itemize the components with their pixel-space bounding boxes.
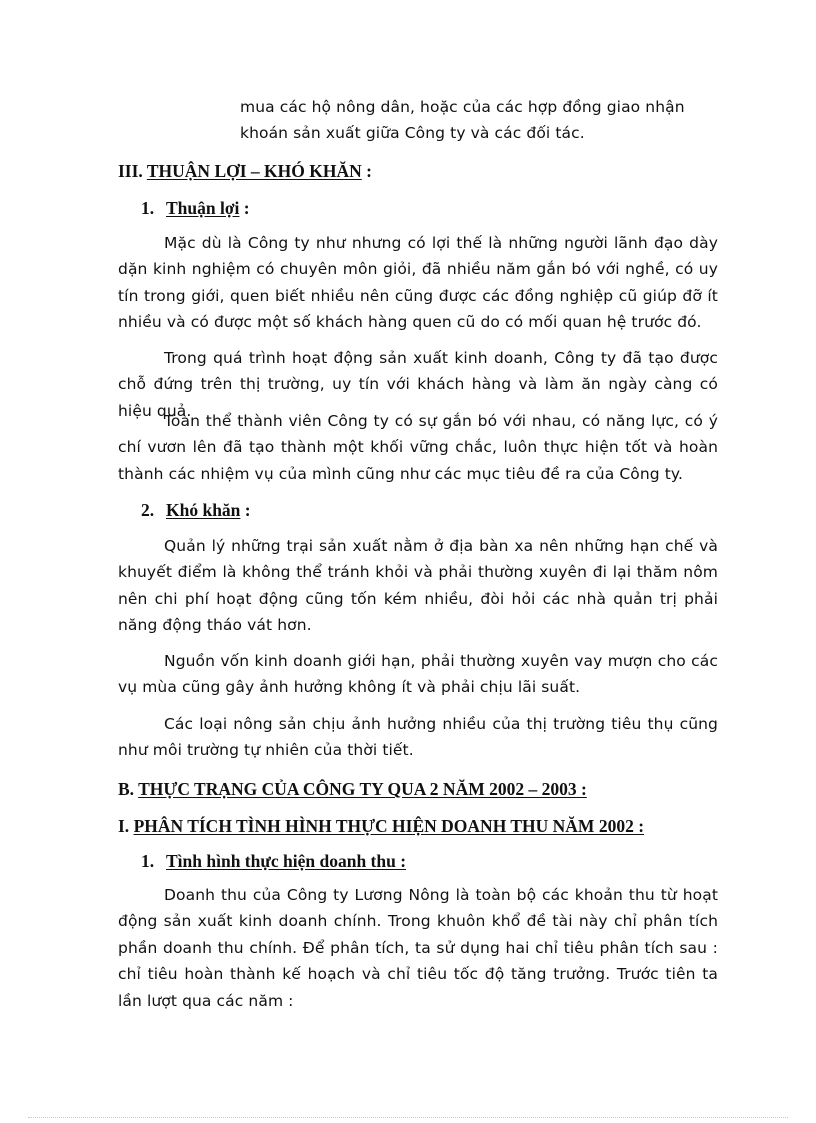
subheading-advantages <box>141 197 250 219</box>
subheading-difficulties-suffix: : <box>240 500 251 520</box>
difficulties-paragraph-3-text: Các loại nông sản chịu ảnh hưởng nhiều của thị trường tiêu thụ cũng như môi trường tự nhiên của thời tiết. <box>118 715 718 760</box>
section-i-title: PHÂN TÍCH TÌNH HÌNH THỰC HIỆN DOANH THU NĂM 2002 : <box>133 816 645 836</box>
subheading-difficulties-number: 2. <box>141 500 155 520</box>
section-b-heading <box>118 778 587 800</box>
difficulties-paragraph-3 <box>118 711 718 764</box>
subheading-difficulties <box>141 499 251 521</box>
subheading-revenue-number: 1. <box>141 851 155 871</box>
section-i-heading <box>118 815 644 837</box>
advantages-paragraph-3 <box>118 408 718 487</box>
section-3-title: THUẬN LỢI – KHÓ KHĂN <box>146 161 362 181</box>
advantages-paragraph-3-text: Toàn thể thành viên Công ty có sự gắn bó với nhau, có năng lực, có ý chí vươn lên đã tạo thành một khối vững chắc, luôn thực hiện tốt và hoàn thành các nhiệm vụ của mình cũng như các mục tiêu đề ra của Công ty. <box>118 412 718 483</box>
advantages-paragraph-2-text: Trong quá trình hoạt động sản xuất kinh doanh, Công ty đã tạo được chỗ đứng trên thị trường, uy tín với khách hàng và làm ăn ngày càng có hiệu quả. <box>118 349 718 420</box>
section-3-heading <box>118 160 372 182</box>
difficulties-paragraph-2 <box>118 648 718 701</box>
subheading-advantages-title: Thuận lợi <box>166 198 240 218</box>
section-3-prefix: III. <box>118 161 147 181</box>
section-3-suffix: : <box>361 161 372 181</box>
subheading-revenue-title: Tình hình thực hiện doanh thu : <box>166 851 407 871</box>
subheading-advantages-number: 1. <box>141 198 155 218</box>
difficulties-paragraph-1-text: Quản lý những trại sản xuất nằm ở địa bàn xa nên những hạn chế và khuyết điểm là không thể tránh khỏi và phải thường xuyên đi lại thăm nôm nên chi phí hoạt động cũng tốn kém nhiều, đòi hỏi các nhà quản trị phải năng động tháo vát hơn. <box>118 537 718 635</box>
section-i-prefix: I. <box>118 816 134 836</box>
advantages-paragraph-1 <box>118 230 718 336</box>
subheading-difficulties-title: Khó khăn <box>166 500 241 520</box>
subheading-revenue <box>141 850 406 872</box>
subheading-advantages-suffix: : <box>239 198 250 218</box>
difficulties-paragraph-2-text: Nguồn vốn kinh doanh giới hạn, phải thường xuyên vay mượn cho các vụ mùa cũng gây ảnh hưởng không ít và phải chịu lãi suất. <box>118 652 718 697</box>
advantages-paragraph-1-text: Mặc dù là Công ty như nhưng có lợi thế là những người lãnh đạo dày dặn kinh nghiệm có chuyên môn giỏi, đã nhiều năm gắn bó với nghề, có uy tín trong giới, quen biết nhiều nên cũng được các đồng nghiệp cũ giúp đỡ ít nhiều và có được một số khách hàng quen cũ do có mối quan hệ trước đó. <box>118 234 718 332</box>
difficulties-paragraph-1 <box>118 533 718 639</box>
section-b-prefix: B. <box>118 779 139 799</box>
page-bottom-rule <box>28 1117 788 1118</box>
section-b-title: THỰC TRẠNG CỦA CÔNG TY QUA 2 NĂM 2002 – 2003 : <box>138 779 587 799</box>
intro-continuation: mua các hộ nông dân, hoặc của các hợp đồng giao nhận khoán sản xuất giữa Công ty và các đối tác. <box>240 98 685 143</box>
revenue-paragraph <box>118 882 718 1014</box>
revenue-paragraph-text: Doanh thu của Công ty Lương Nông là toàn bộ các khoản thu từ hoạt động sản xuất kinh doanh chính. Trong khuôn khổ đề tài này chỉ phân tích phần doanh thu chính. Để phân tích, ta sử dụng hai chỉ tiêu phân tích sau : chỉ tiêu hoàn thành kế hoạch và chỉ tiêu tốc độ tăng trưởng. Trước tiên ta lần lượt qua các năm : <box>118 886 718 1010</box>
